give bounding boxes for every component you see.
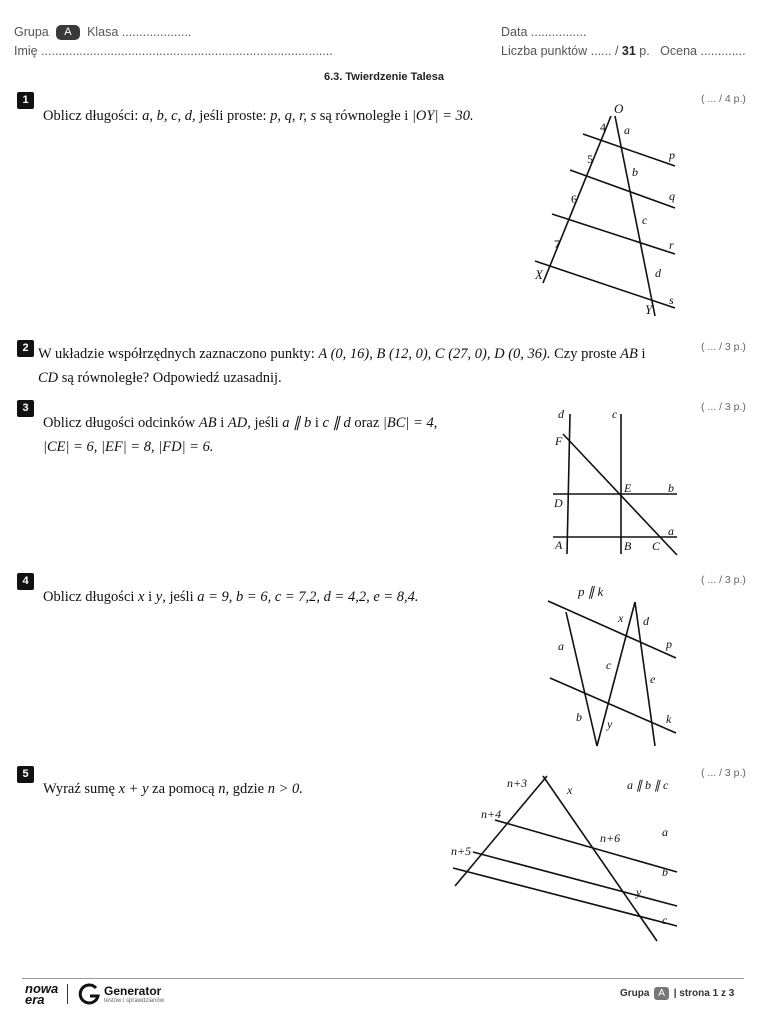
label-p: p [669,148,675,162]
figure-task-5 [445,768,685,946]
label-4: 4 [600,120,606,134]
label-y: y [636,885,642,899]
task-text-2: W układzie współrzędnych zaznaczono punkty: A (0, 16), B (12, 0), C (27, 0), D (0, 36). Czy proste AB i CD są równoległe? Odpowiedź uzasadnij. [38,346,646,386]
label-y: y [607,717,613,731]
label-c: c [642,213,648,227]
label-C: C [652,539,661,553]
page-title: 6.3. Twierdzenie Talesa [323,71,445,83]
label-a: a [662,825,668,839]
class-field: Klasa .................... [87,25,192,39]
header-group-class [14,25,191,40]
label-F: F [555,434,563,448]
label-n5: n+5 [451,844,472,858]
figure-task-1 [525,98,695,323]
label-c: c [662,913,668,927]
footer-group-badge: A [654,987,669,1000]
task-points-4: ( ... / 3 p.) [701,574,746,586]
task-points-1: ( ... / 4 p.) [701,93,746,105]
task-number-2: 2 [17,340,34,357]
task-text-5: Wyraź sumę x + y za pomocą n, gdzie n > 0. [43,781,303,797]
label-b: b [662,865,668,879]
task-points-5: ( ... / 3 p.) [701,767,746,779]
footer-rule [22,978,744,979]
label-x: x [618,611,624,625]
label-A: A [555,538,563,552]
figure-task-3 [545,402,685,562]
label-b: b [632,165,638,179]
label-abc: a ∥ b ∥ c [627,778,669,792]
label-d: d [643,614,649,628]
page-number: | strona 1 z 3 [673,988,735,999]
label-c: c [606,658,612,672]
generator-logo-text: Generator testów i sprawdzianów [104,984,165,1004]
label-a: a [558,639,564,653]
label-c: c [612,407,618,421]
label-6: 6 [571,192,577,206]
group-label: Grupa [14,25,49,39]
label-d: d [558,407,564,421]
label-a: a [624,123,630,137]
label-a: a [668,524,674,538]
task-text-3: Oblicz długości odcinków AB i AD, jeśli a ∥ b i c ∥ d oraz |BC| = 4, |CE| = 6, |EF| = 8, |FD| = 6. [43,415,438,455]
points-suffix: p. [639,44,650,58]
label-O: O [614,101,624,116]
label-D: D [554,496,563,510]
date-field: Data ................ [501,25,587,39]
label-d: d [655,266,661,280]
task-points-3: ( ... / 3 p.) [701,401,746,413]
label-B: B [624,539,632,553]
label-b: b [668,481,674,495]
label-q: q [669,189,675,203]
label-r: r [669,238,674,252]
footer-page-info: Grupa A | strona 1 z 3 [620,988,735,999]
task-number-3: 3 [17,400,34,417]
points-grade-row [501,44,746,58]
label-7: 7 [554,237,560,251]
nowa-era-logo: nowa era [25,981,59,1007]
label-n3: n+3 [507,776,528,790]
label-e: e [650,672,656,686]
task-number-5: 5 [17,766,34,783]
label-n4: n+4 [481,807,502,821]
label-p: p [666,637,672,651]
label-X: X [535,267,543,282]
label-pk: p ∥ k [578,584,604,599]
figure-task-4 [540,578,685,753]
task-number-1: 1 [17,92,34,109]
label-b: b [576,710,582,724]
points-total: 31 [621,44,636,58]
label-s: s [669,293,674,307]
points-label: Liczba punktów ...... / [501,44,619,58]
label-5: 5 [587,152,593,166]
label-E: E [624,481,632,495]
logo-divider [67,984,68,1004]
label-n6: n+6 [600,831,621,845]
name-field: Imię .................................................................................... [14,44,333,58]
label-Y: Y [645,302,653,317]
label-k: k [666,712,672,726]
task-text-1: Oblicz długości: a, b, c, d, jeśli proste: p, q, r, s są równoległe i |OY| = 30. [43,108,474,124]
generator-logo-icon [77,983,103,1005]
task-points-2: ( ... / 3 p.) [701,341,746,353]
task-number-4: 4 [17,573,34,590]
grade-field: Ocena ............. [660,44,746,58]
task-text-4: Oblicz długości x i y, jeśli a = 9, b = 6, c = 7,2, d = 4,2, e = 8,4. [43,589,419,605]
group-badge: A [56,25,79,40]
label-x: x [567,783,573,797]
